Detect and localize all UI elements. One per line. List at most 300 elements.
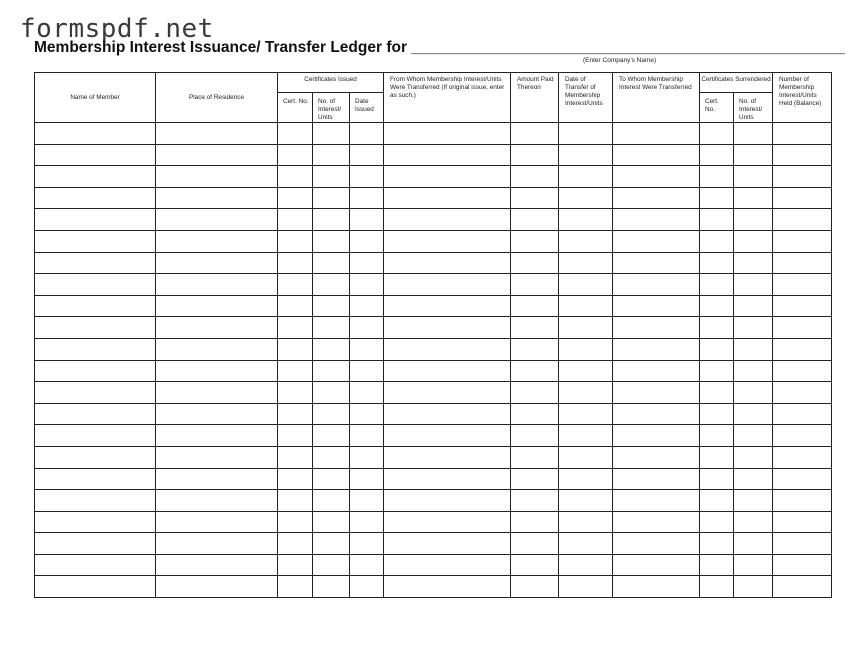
cell-residence[interactable] bbox=[156, 252, 278, 274]
cell-transfer-date[interactable] bbox=[559, 511, 613, 533]
cell-date-issued[interactable] bbox=[350, 403, 384, 425]
cell-issued-cert-no[interactable] bbox=[278, 468, 313, 490]
cell-from-whom[interactable] bbox=[384, 338, 511, 360]
cell-issued-cert-no[interactable] bbox=[278, 403, 313, 425]
cell-transfer-date[interactable] bbox=[559, 123, 613, 145]
cell-surrendered-cert-no[interactable] bbox=[700, 166, 734, 188]
cell-balance[interactable] bbox=[773, 533, 832, 555]
table-row bbox=[35, 533, 832, 555]
table-row bbox=[35, 554, 832, 576]
cell-to-whom[interactable] bbox=[613, 295, 700, 317]
cell-issued-cert-no[interactable] bbox=[278, 144, 313, 166]
table-row bbox=[35, 446, 832, 468]
cell-date-issued[interactable] bbox=[350, 230, 384, 252]
cell-surrendered-cert-no[interactable] bbox=[700, 144, 734, 166]
cell-transfer-date[interactable] bbox=[559, 209, 613, 231]
cell-issued-units[interactable] bbox=[313, 533, 350, 555]
cell-name[interactable] bbox=[35, 230, 156, 252]
cell-to-whom[interactable] bbox=[613, 123, 700, 145]
table-row bbox=[35, 511, 832, 533]
table-row bbox=[35, 230, 832, 252]
header-issued-cert-no: Cert. No. bbox=[278, 93, 313, 123]
cell-issued-units[interactable] bbox=[313, 360, 350, 382]
cell-amount-paid[interactable] bbox=[511, 338, 559, 360]
cell-issued-cert-no[interactable] bbox=[278, 490, 313, 512]
cell-name[interactable] bbox=[35, 360, 156, 382]
company-name-blank[interactable]: ______________________________________________________ bbox=[411, 39, 845, 56]
cell-amount-paid[interactable] bbox=[511, 511, 559, 533]
cell-transfer-date[interactable] bbox=[559, 576, 613, 598]
header-certificates-issued: Certificates Issued bbox=[278, 73, 384, 93]
cell-from-whom[interactable] bbox=[384, 317, 511, 339]
cell-date-issued[interactable] bbox=[350, 209, 384, 231]
cell-balance[interactable] bbox=[773, 403, 832, 425]
cell-name[interactable] bbox=[35, 382, 156, 404]
cell-surrendered-units[interactable] bbox=[734, 382, 773, 404]
ledger-table bbox=[34, 72, 832, 598]
table-row bbox=[35, 295, 832, 317]
cell-surrendered-cert-no[interactable] bbox=[700, 230, 734, 252]
table-row bbox=[35, 360, 832, 382]
cell-to-whom[interactable] bbox=[613, 576, 700, 598]
cell-from-whom[interactable] bbox=[384, 274, 511, 296]
table-row bbox=[35, 144, 832, 166]
cell-balance[interactable] bbox=[773, 382, 832, 404]
cell-to-whom[interactable] bbox=[613, 554, 700, 576]
cell-transfer-date[interactable] bbox=[559, 295, 613, 317]
cell-issued-units[interactable] bbox=[313, 209, 350, 231]
cell-balance[interactable] bbox=[773, 123, 832, 145]
cell-transfer-date[interactable] bbox=[559, 187, 613, 209]
cell-issued-units[interactable] bbox=[313, 274, 350, 296]
cell-transfer-date[interactable] bbox=[559, 533, 613, 555]
cell-issued-units[interactable] bbox=[313, 144, 350, 166]
cell-to-whom[interactable] bbox=[613, 209, 700, 231]
cell-issued-cert-no[interactable] bbox=[278, 338, 313, 360]
cell-issued-cert-no[interactable] bbox=[278, 230, 313, 252]
cell-name[interactable] bbox=[35, 554, 156, 576]
cell-issued-units[interactable] bbox=[313, 576, 350, 598]
cell-surrendered-units[interactable] bbox=[734, 123, 773, 145]
cell-balance[interactable] bbox=[773, 230, 832, 252]
cell-transfer-date[interactable] bbox=[559, 144, 613, 166]
cell-issued-cert-no[interactable] bbox=[278, 360, 313, 382]
cell-issued-cert-no[interactable] bbox=[278, 425, 313, 447]
cell-from-whom[interactable] bbox=[384, 533, 511, 555]
cell-to-whom[interactable] bbox=[613, 533, 700, 555]
ledger-body bbox=[35, 123, 832, 598]
cell-issued-units[interactable] bbox=[313, 230, 350, 252]
cell-residence[interactable] bbox=[156, 533, 278, 555]
cell-surrendered-units[interactable] bbox=[734, 187, 773, 209]
cell-name[interactable] bbox=[35, 295, 156, 317]
cell-from-whom[interactable] bbox=[384, 446, 511, 468]
cell-surrendered-cert-no[interactable] bbox=[700, 446, 734, 468]
cell-residence[interactable] bbox=[156, 230, 278, 252]
cell-amount-paid[interactable] bbox=[511, 382, 559, 404]
cell-amount-paid[interactable] bbox=[511, 230, 559, 252]
cell-issued-units[interactable] bbox=[313, 187, 350, 209]
cell-issued-cert-no[interactable] bbox=[278, 209, 313, 231]
cell-from-whom[interactable] bbox=[384, 123, 511, 145]
cell-from-whom[interactable] bbox=[384, 576, 511, 598]
cell-residence[interactable] bbox=[156, 468, 278, 490]
cell-transfer-date[interactable] bbox=[559, 425, 613, 447]
cell-to-whom[interactable] bbox=[613, 338, 700, 360]
cell-amount-paid[interactable] bbox=[511, 317, 559, 339]
cell-balance[interactable] bbox=[773, 187, 832, 209]
cell-amount-paid[interactable] bbox=[511, 209, 559, 231]
cell-amount-paid[interactable] bbox=[511, 533, 559, 555]
cell-amount-paid[interactable] bbox=[511, 187, 559, 209]
cell-balance[interactable] bbox=[773, 446, 832, 468]
cell-balance[interactable] bbox=[773, 511, 832, 533]
cell-surrendered-cert-no[interactable] bbox=[700, 317, 734, 339]
cell-residence[interactable] bbox=[156, 446, 278, 468]
cell-to-whom[interactable] bbox=[613, 230, 700, 252]
cell-from-whom[interactable] bbox=[384, 511, 511, 533]
cell-residence[interactable] bbox=[156, 317, 278, 339]
cell-surrendered-units[interactable] bbox=[734, 576, 773, 598]
cell-surrendered-units[interactable] bbox=[734, 468, 773, 490]
cell-to-whom[interactable] bbox=[613, 425, 700, 447]
cell-balance[interactable] bbox=[773, 576, 832, 598]
cell-issued-cert-no[interactable] bbox=[278, 317, 313, 339]
cell-issued-units[interactable] bbox=[313, 446, 350, 468]
cell-to-whom[interactable] bbox=[613, 187, 700, 209]
cell-balance[interactable] bbox=[773, 338, 832, 360]
cell-issued-cert-no[interactable] bbox=[278, 446, 313, 468]
cell-transfer-date[interactable] bbox=[559, 490, 613, 512]
cell-surrendered-units[interactable] bbox=[734, 166, 773, 188]
cell-surrendered-units[interactable] bbox=[734, 338, 773, 360]
cell-from-whom[interactable] bbox=[384, 360, 511, 382]
cell-residence[interactable] bbox=[156, 274, 278, 296]
cell-surrendered-units[interactable] bbox=[734, 209, 773, 231]
cell-transfer-date[interactable] bbox=[559, 252, 613, 274]
cell-date-issued[interactable] bbox=[350, 554, 384, 576]
cell-transfer-date[interactable] bbox=[559, 274, 613, 296]
cell-issued-units[interactable] bbox=[313, 317, 350, 339]
cell-name[interactable] bbox=[35, 123, 156, 145]
cell-name[interactable] bbox=[35, 252, 156, 274]
cell-date-issued[interactable] bbox=[350, 468, 384, 490]
table-row bbox=[35, 187, 832, 209]
cell-date-issued[interactable] bbox=[350, 576, 384, 598]
header-certificates-surrendered: Certificates Surrendered bbox=[700, 73, 773, 93]
cell-from-whom[interactable] bbox=[384, 295, 511, 317]
cell-issued-cert-no[interactable] bbox=[278, 166, 313, 188]
cell-issued-units[interactable] bbox=[313, 490, 350, 512]
cell-date-issued[interactable] bbox=[350, 490, 384, 512]
cell-balance[interactable] bbox=[773, 252, 832, 274]
cell-balance[interactable] bbox=[773, 295, 832, 317]
cell-transfer-date[interactable] bbox=[559, 382, 613, 404]
cell-to-whom[interactable] bbox=[613, 490, 700, 512]
cell-surrendered-units[interactable] bbox=[734, 533, 773, 555]
cell-balance[interactable] bbox=[773, 144, 832, 166]
cell-surrendered-units[interactable] bbox=[734, 403, 773, 425]
cell-surrendered-cert-no[interactable] bbox=[700, 554, 734, 576]
cell-surrendered-cert-no[interactable] bbox=[700, 382, 734, 404]
cell-from-whom[interactable] bbox=[384, 382, 511, 404]
cell-surrendered-units[interactable] bbox=[734, 425, 773, 447]
cell-from-whom[interactable] bbox=[384, 230, 511, 252]
cell-amount-paid[interactable] bbox=[511, 403, 559, 425]
header-surrendered-cert-no: Cert. No. bbox=[700, 93, 734, 123]
cell-surrendered-cert-no[interactable] bbox=[700, 187, 734, 209]
cell-name[interactable] bbox=[35, 468, 156, 490]
cell-transfer-date[interactable] bbox=[559, 166, 613, 188]
table-row bbox=[35, 209, 832, 231]
cell-to-whom[interactable] bbox=[613, 252, 700, 274]
cell-surrendered-units[interactable] bbox=[734, 144, 773, 166]
cell-transfer-date[interactable] bbox=[559, 338, 613, 360]
cell-amount-paid[interactable] bbox=[511, 446, 559, 468]
cell-date-issued[interactable] bbox=[350, 295, 384, 317]
cell-name[interactable] bbox=[35, 317, 156, 339]
cell-residence[interactable] bbox=[156, 166, 278, 188]
cell-from-whom[interactable] bbox=[384, 468, 511, 490]
cell-date-issued[interactable] bbox=[350, 317, 384, 339]
cell-surrendered-cert-no[interactable] bbox=[700, 403, 734, 425]
cell-surrendered-units[interactable] bbox=[734, 230, 773, 252]
cell-date-issued[interactable] bbox=[350, 446, 384, 468]
cell-transfer-date[interactable] bbox=[559, 446, 613, 468]
cell-date-issued[interactable] bbox=[350, 187, 384, 209]
cell-surrendered-cert-no[interactable] bbox=[700, 209, 734, 231]
cell-amount-paid[interactable] bbox=[511, 252, 559, 274]
cell-date-issued[interactable] bbox=[350, 338, 384, 360]
cell-amount-paid[interactable] bbox=[511, 576, 559, 598]
cell-amount-paid[interactable] bbox=[511, 166, 559, 188]
cell-residence[interactable] bbox=[156, 187, 278, 209]
cell-issued-units[interactable] bbox=[313, 338, 350, 360]
cell-name[interactable] bbox=[35, 511, 156, 533]
table-row bbox=[35, 317, 832, 339]
cell-balance[interactable] bbox=[773, 317, 832, 339]
cell-to-whom[interactable] bbox=[613, 317, 700, 339]
cell-surrendered-cert-no[interactable] bbox=[700, 468, 734, 490]
cell-name[interactable] bbox=[35, 144, 156, 166]
watermark: formspdf.net bbox=[20, 14, 214, 44]
header-from-whom: From Whom Membership Interest/Units Were Transferred (If original issue, enter as such.) bbox=[384, 73, 511, 123]
cell-date-issued[interactable] bbox=[350, 360, 384, 382]
cell-date-issued[interactable] bbox=[350, 123, 384, 145]
cell-name[interactable] bbox=[35, 403, 156, 425]
header-date-issued: Date Issued bbox=[350, 93, 384, 123]
cell-surrendered-cert-no[interactable] bbox=[700, 338, 734, 360]
cell-residence[interactable] bbox=[156, 295, 278, 317]
cell-from-whom[interactable] bbox=[384, 425, 511, 447]
cell-to-whom[interactable] bbox=[613, 403, 700, 425]
cell-surrendered-units[interactable] bbox=[734, 274, 773, 296]
cell-surrendered-units[interactable] bbox=[734, 490, 773, 512]
header-issued-units: No. of Interest/ Units bbox=[313, 93, 350, 123]
cell-amount-paid[interactable] bbox=[511, 490, 559, 512]
cell-from-whom[interactable] bbox=[384, 554, 511, 576]
cell-amount-paid[interactable] bbox=[511, 123, 559, 145]
cell-surrendered-units[interactable] bbox=[734, 511, 773, 533]
cell-surrendered-cert-no[interactable] bbox=[700, 533, 734, 555]
cell-residence[interactable] bbox=[156, 382, 278, 404]
cell-from-whom[interactable] bbox=[384, 403, 511, 425]
cell-date-issued[interactable] bbox=[350, 274, 384, 296]
cell-issued-cert-no[interactable] bbox=[278, 187, 313, 209]
cell-transfer-date[interactable] bbox=[559, 468, 613, 490]
cell-surrendered-units[interactable] bbox=[734, 446, 773, 468]
cell-from-whom[interactable] bbox=[384, 490, 511, 512]
cell-date-issued[interactable] bbox=[350, 425, 384, 447]
cell-residence[interactable] bbox=[156, 403, 278, 425]
cell-surrendered-cert-no[interactable] bbox=[700, 123, 734, 145]
cell-issued-units[interactable] bbox=[313, 123, 350, 145]
cell-issued-cert-no[interactable] bbox=[278, 382, 313, 404]
cell-transfer-date[interactable] bbox=[559, 360, 613, 382]
cell-residence[interactable] bbox=[156, 511, 278, 533]
cell-name[interactable] bbox=[35, 209, 156, 231]
cell-issued-units[interactable] bbox=[313, 295, 350, 317]
cell-from-whom[interactable] bbox=[384, 252, 511, 274]
cell-residence[interactable] bbox=[156, 144, 278, 166]
cell-issued-units[interactable] bbox=[313, 554, 350, 576]
cell-name[interactable] bbox=[35, 187, 156, 209]
cell-name[interactable] bbox=[35, 533, 156, 555]
cell-surrendered-cert-no[interactable] bbox=[700, 425, 734, 447]
cell-issued-units[interactable] bbox=[313, 511, 350, 533]
cell-date-issued[interactable] bbox=[350, 533, 384, 555]
cell-name[interactable] bbox=[35, 576, 156, 598]
table-row bbox=[35, 382, 832, 404]
header-balance: Number of Membership Interest/Units Held (Balance) bbox=[773, 73, 832, 123]
cell-transfer-date[interactable] bbox=[559, 230, 613, 252]
cell-date-issued[interactable] bbox=[350, 511, 384, 533]
cell-amount-paid[interactable] bbox=[511, 554, 559, 576]
cell-name[interactable] bbox=[35, 425, 156, 447]
cell-to-whom[interactable] bbox=[613, 360, 700, 382]
cell-balance[interactable] bbox=[773, 425, 832, 447]
cell-name[interactable] bbox=[35, 338, 156, 360]
cell-amount-paid[interactable] bbox=[511, 360, 559, 382]
cell-balance[interactable] bbox=[773, 274, 832, 296]
cell-transfer-date[interactable] bbox=[559, 554, 613, 576]
cell-to-whom[interactable] bbox=[613, 382, 700, 404]
cell-issued-cert-no[interactable] bbox=[278, 533, 313, 555]
cell-issued-cert-no[interactable] bbox=[278, 252, 313, 274]
cell-amount-paid[interactable] bbox=[511, 295, 559, 317]
cell-residence[interactable] bbox=[156, 425, 278, 447]
table-row bbox=[35, 338, 832, 360]
cell-balance[interactable] bbox=[773, 468, 832, 490]
cell-issued-units[interactable] bbox=[313, 468, 350, 490]
cell-name[interactable] bbox=[35, 166, 156, 188]
cell-issued-cert-no[interactable] bbox=[278, 554, 313, 576]
cell-to-whom[interactable] bbox=[613, 511, 700, 533]
table-row bbox=[35, 166, 832, 188]
cell-residence[interactable] bbox=[156, 490, 278, 512]
cell-transfer-date[interactable] bbox=[559, 317, 613, 339]
title-text: Membership Interest Issuance/ Transfer Ledger for bbox=[34, 39, 407, 56]
cell-date-issued[interactable] bbox=[350, 252, 384, 274]
cell-issued-cert-no[interactable] bbox=[278, 576, 313, 598]
cell-surrendered-cert-no[interactable] bbox=[700, 252, 734, 274]
cell-name[interactable] bbox=[35, 490, 156, 512]
cell-balance[interactable] bbox=[773, 554, 832, 576]
table-row bbox=[35, 252, 832, 274]
cell-surrendered-units[interactable] bbox=[734, 252, 773, 274]
table-row bbox=[35, 403, 832, 425]
cell-residence[interactable] bbox=[156, 554, 278, 576]
header-to-whom: To Whom Membership Interest Were Transferred bbox=[613, 73, 700, 123]
cell-date-issued[interactable] bbox=[350, 382, 384, 404]
cell-to-whom[interactable] bbox=[613, 166, 700, 188]
cell-issued-units[interactable] bbox=[313, 252, 350, 274]
cell-from-whom[interactable] bbox=[384, 209, 511, 231]
cell-transfer-date[interactable] bbox=[559, 403, 613, 425]
cell-balance[interactable] bbox=[773, 166, 832, 188]
cell-issued-cert-no[interactable] bbox=[278, 511, 313, 533]
cell-date-issued[interactable] bbox=[350, 144, 384, 166]
cell-from-whom[interactable] bbox=[384, 144, 511, 166]
cell-amount-paid[interactable] bbox=[511, 274, 559, 296]
cell-residence[interactable] bbox=[156, 123, 278, 145]
cell-name[interactable] bbox=[35, 274, 156, 296]
cell-name[interactable] bbox=[35, 446, 156, 468]
cell-issued-units[interactable] bbox=[313, 425, 350, 447]
cell-issued-cert-no[interactable] bbox=[278, 274, 313, 296]
header-name-of-member: Name of Member bbox=[35, 73, 156, 123]
cell-surrendered-cert-no[interactable] bbox=[700, 490, 734, 512]
cell-to-whom[interactable] bbox=[613, 446, 700, 468]
cell-to-whom[interactable] bbox=[613, 144, 700, 166]
cell-amount-paid[interactable] bbox=[511, 144, 559, 166]
cell-amount-paid[interactable] bbox=[511, 425, 559, 447]
table-row bbox=[35, 123, 832, 145]
page-title bbox=[34, 40, 844, 56]
cell-surrendered-units[interactable] bbox=[734, 317, 773, 339]
cell-surrendered-units[interactable] bbox=[734, 554, 773, 576]
cell-residence[interactable] bbox=[156, 338, 278, 360]
cell-residence[interactable] bbox=[156, 360, 278, 382]
cell-issued-units[interactable] bbox=[313, 382, 350, 404]
cell-surrendered-cert-no[interactable] bbox=[700, 295, 734, 317]
cell-to-whom[interactable] bbox=[613, 468, 700, 490]
cell-residence[interactable] bbox=[156, 576, 278, 598]
cell-from-whom[interactable] bbox=[384, 166, 511, 188]
table-row bbox=[35, 576, 832, 598]
cell-balance[interactable] bbox=[773, 209, 832, 231]
cell-surrendered-cert-no[interactable] bbox=[700, 511, 734, 533]
cell-surrendered-cert-no[interactable] bbox=[700, 360, 734, 382]
cell-residence[interactable] bbox=[156, 209, 278, 231]
cell-balance[interactable] bbox=[773, 490, 832, 512]
cell-date-issued[interactable] bbox=[350, 166, 384, 188]
header-amount-paid: Amount Paid Thereon bbox=[511, 73, 559, 123]
cell-issued-cert-no[interactable] bbox=[278, 295, 313, 317]
cell-from-whom[interactable] bbox=[384, 187, 511, 209]
cell-surrendered-units[interactable] bbox=[734, 295, 773, 317]
cell-issued-units[interactable] bbox=[313, 403, 350, 425]
table-row bbox=[35, 490, 832, 512]
cell-surrendered-cert-no[interactable] bbox=[700, 274, 734, 296]
cell-to-whom[interactable] bbox=[613, 274, 700, 296]
cell-issued-cert-no[interactable] bbox=[278, 123, 313, 145]
cell-balance[interactable] bbox=[773, 360, 832, 382]
cell-surrendered-units[interactable] bbox=[734, 360, 773, 382]
cell-issued-units[interactable] bbox=[313, 166, 350, 188]
cell-surrendered-cert-no[interactable] bbox=[700, 576, 734, 598]
cell-amount-paid[interactable] bbox=[511, 468, 559, 490]
